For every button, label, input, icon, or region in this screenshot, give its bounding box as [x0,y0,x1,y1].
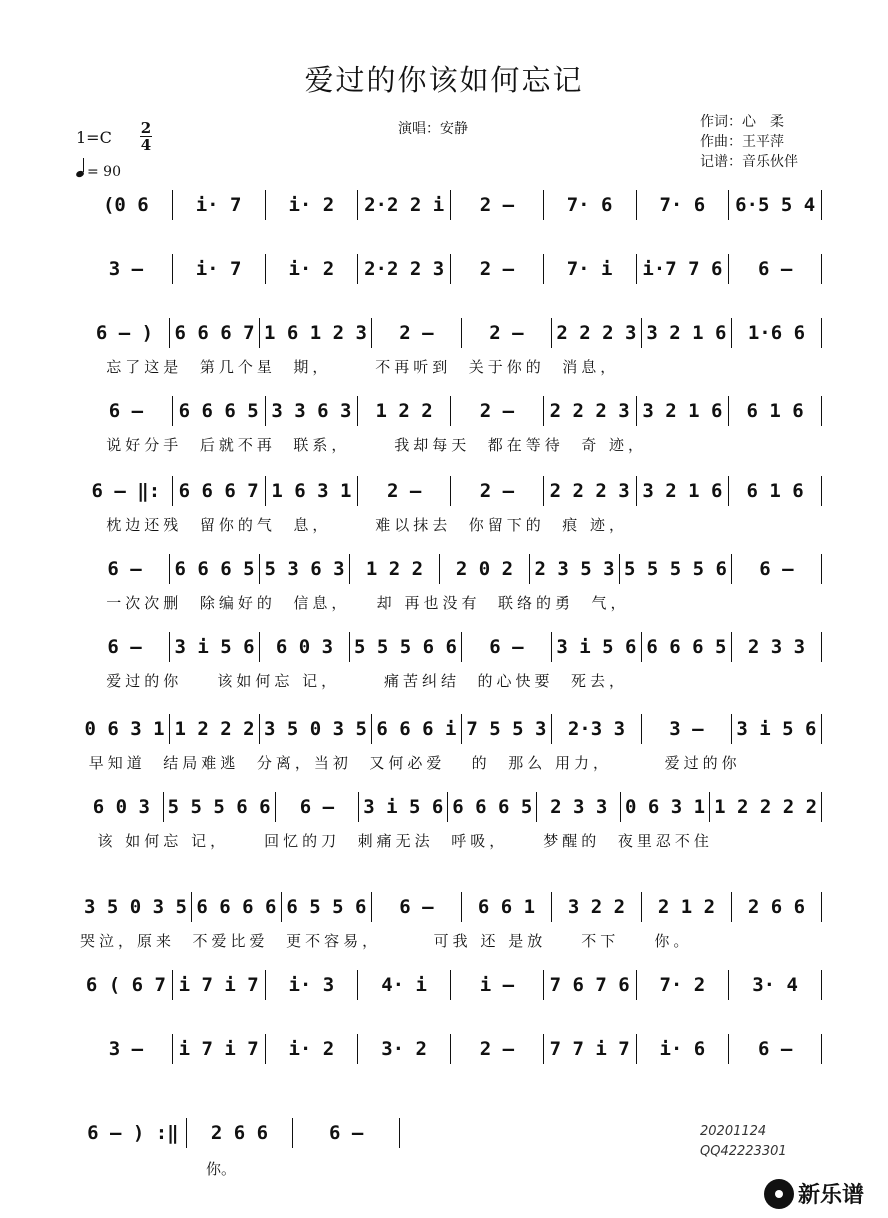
footer-qq: QQ42223301 [700,1144,787,1159]
measure: 6 – [108,400,144,422]
measure: 3 i 5 6 [169,632,259,662]
measure: i· 7 [172,190,265,220]
measure: 2 2 2 3 [543,476,636,506]
notation-row [80,968,822,1002]
measure: 3 i 5 6 [358,792,447,822]
measure: 6 1 6 [728,476,822,506]
measure: 2 – [450,476,543,506]
lyric-line: 早知道 结局难逃 分离，当初 又何必爱 的 那么 用力， 爱过的你 [80,754,741,772]
lyric-line: 忘了这是 第几个星 期， 不再听到 关于你的 消息， [80,358,620,376]
measure: 2 – [450,254,543,284]
measure: 2 3 3 [731,632,822,662]
measure: 2·3 3 [551,714,641,744]
measure: 2 1 2 [641,892,731,922]
measure: 6 6 6 5 [169,554,259,584]
lyric-line: 哭泣，原来 不爱比爱 更不容易， 可我 还 是放 不下 你。 [80,932,693,950]
measure: 7· 6 [543,190,636,220]
measure: 2 – [450,1034,543,1064]
measure: 2 0 2 [439,554,529,584]
measure: 6 ( 6 7 [85,974,166,996]
measure: 1 2 2 2 [169,714,259,744]
logo-text: 新乐谱 [798,1183,865,1208]
measure: 7 6 7 6 [543,970,636,1000]
measure: 6 6 6 5 [172,396,265,426]
measure: 1 2 2 [357,396,450,426]
measure: 5 5 5 5 6 [619,554,731,584]
measure: i 7 i 7 [172,970,265,1000]
measure: 6 5 5 6 [281,892,371,922]
song-title: 爱过的你该如何忘记 [304,63,584,97]
measure: 7· i [543,254,636,284]
measure: 7· 2 [636,970,729,1000]
measure: 4· i [357,970,450,1000]
measure: 6 – [107,558,142,580]
measure: 6 – ‖: [91,480,161,502]
measure: 2·2 2 i [357,190,450,220]
measure: 6 1 6 [728,396,822,426]
lyric-line: 枕边还残 留你的气 息， 难以抹去 你留下的 痕 迹， [80,516,629,534]
transcriber-credit: 记谱：音乐伙伴 [700,154,798,170]
measure: 3 2 1 6 [641,318,731,348]
measure: (0 6 [102,194,149,216]
measure: 6 6 1 [461,892,551,922]
notation-row [80,474,822,508]
tempo-marking [76,162,121,180]
measure: 1·6 6 [731,318,822,348]
measure: 2 2 2 3 [551,318,641,348]
measure: i· 7 [172,254,265,284]
measure: i· 2 [265,254,358,284]
measure: i·7 7 6 [636,254,729,284]
ending-notation-row [80,1116,400,1150]
measure: i – [450,970,543,1000]
notation-row [80,1032,822,1066]
measure: i· 6 [636,1034,729,1064]
measure: 6 6 6 i [371,714,461,744]
measure: 2 – [450,396,543,426]
site-logo [764,1178,864,1209]
notation-row [80,316,822,350]
notation-row [80,552,822,586]
measure: 3 2 2 [551,892,641,922]
measure: 7· 6 [636,190,729,220]
notation-row [80,890,822,924]
measure: 2 2 2 3 [543,396,636,426]
measure: 6 0 3 [259,632,349,662]
measure: 3 3 6 3 [265,396,358,426]
ending-lyric: 你。 [206,1160,237,1178]
footer-date: 20201124 [700,1124,767,1139]
notation-row [80,188,822,222]
measure: 6 – [728,254,822,284]
measure: i· 2 [265,190,358,220]
notation-row [80,712,822,746]
measure: 6 6 6 7 [172,476,265,506]
measure: 6 – [107,636,142,658]
measure: 6 – [292,1118,400,1148]
footer-stamp [700,1122,787,1162]
measure: 1 2 2 [349,554,439,584]
measure: 3 2 1 6 [636,476,729,506]
composer-credit: 作曲：王平萍 [700,134,784,150]
measure: 2 3 5 3 [529,554,619,584]
measure: 6 6 6 5 [447,792,536,822]
time-signature [140,120,152,153]
measure: 2 – [461,318,551,348]
measure: 1 6 1 2 3 [259,318,371,348]
lyricist-credit: 作词：心 柔 [700,114,784,130]
measure: i 7 i 7 [172,1034,265,1064]
measure: 3 2 1 6 [636,396,729,426]
lyric-line: 说好分手 后就不再 联系， 我却每天 都在等待 奇 迹， [80,436,648,454]
lyric-line: 爱过的你 该如何忘 记， 痛苦纠结 的心快要 死去， [80,672,629,690]
time-signature-bottom: 4 [140,136,152,154]
measure: 7 7 i 7 [543,1034,636,1064]
measure: 3· 2 [357,1034,450,1064]
measure: 2 3 3 [536,792,620,822]
lyric-line: 该 如何忘 记， 回忆的刀 刺痛无法 呼吸， 梦醒的 夜里忍不住 [80,832,713,850]
notation-row [80,630,822,664]
measure: 0 6 3 1 [84,718,165,740]
measure: 3 – [108,1038,144,1060]
measure: 7 5 5 3 [461,714,551,744]
measure: 6 – ) [95,322,154,344]
measure: 3 5 0 3 5 [84,896,187,918]
key-signature: 1=C [76,128,112,147]
notation-row [80,394,822,428]
measure: 3 – [641,714,731,744]
singer-credit: 演唱：安静 [398,121,468,137]
measure: 5 5 5 6 6 [163,792,275,822]
measure: i· 3 [265,970,358,1000]
measure: 2 – [371,318,461,348]
measure: 6 6 6 7 [169,318,259,348]
measure: 6 – [731,554,822,584]
measure: i· 2 [265,1034,358,1064]
measure: 0 6 3 1 [620,792,709,822]
measure: 6 0 3 [92,796,150,818]
measure: 1 6 3 1 [265,476,358,506]
record-disc-icon [764,1179,794,1209]
measure: 2 6 6 [186,1118,293,1148]
measure: 2 – [450,190,543,220]
measure: 6 – ) :‖ [87,1122,179,1144]
measure: 2 6 6 [731,892,822,922]
measure: 3· 4 [728,970,822,1000]
measure: 6 6 6 6 [191,892,281,922]
measure: 6 6 6 5 [641,632,731,662]
measure: 3 i 5 6 [731,714,822,744]
notation-row [80,252,822,286]
tempo-value: = 90 [87,164,121,180]
measure: 6 – [275,792,359,822]
measure: 5 5 5 6 6 [349,632,461,662]
lyric-line: 一次次删 除编好的 信息， 却 再也没有 联络的勇 气， [80,594,630,612]
credits-block [700,112,798,172]
time-signature-top: 2 [140,119,152,137]
measure: 5 3 6 3 [259,554,349,584]
measure: 3 5 0 3 5 [259,714,371,744]
measure: 2 – [357,476,450,506]
measure: 2·2 2 3 [357,254,450,284]
measure: 6 – [728,1034,822,1064]
measure: 6 – [371,892,461,922]
measure: 3 i 5 6 [551,632,641,662]
measure: 3 – [108,258,144,280]
measure: 6·5 5 4 [728,190,822,220]
measure: 1 2 2 2 2 [709,792,822,822]
notation-row [80,790,822,824]
measure: 6 – [461,632,551,662]
